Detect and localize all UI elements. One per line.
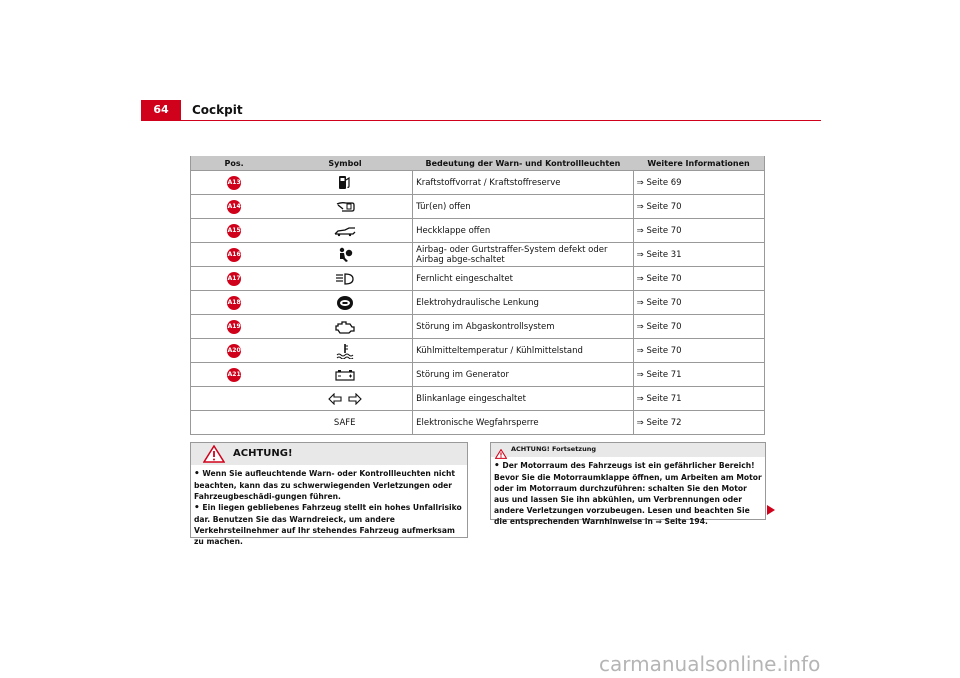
turn-signal-icon (328, 394, 362, 404)
engine-icon (334, 322, 356, 332)
fuel-pump-icon (338, 178, 352, 188)
table-row (191, 219, 765, 243)
table-row (191, 243, 765, 267)
table-row (191, 387, 765, 411)
column-header-pos: Pos. (191, 156, 278, 171)
page-reference-link[interactable]: ⇒ Seite 71 (633, 363, 764, 387)
lamp-meaning: Kühlmitteltemperatur / Kühlmittelstand (413, 339, 634, 363)
page-reference-link[interactable]: ⇒ Seite 31 (633, 243, 764, 267)
warning-lamps-table (190, 156, 765, 435)
position-badge: A16 (227, 248, 241, 262)
lamp-meaning: Tür(en) offen (413, 195, 634, 219)
page-reference-link[interactable]: ⇒ Seite 71 (633, 387, 764, 411)
table-row (191, 315, 765, 339)
page-reference-link[interactable]: ⇒ Seite 70 (633, 339, 764, 363)
lamp-meaning: Störung im Abgaskontrollsystem (413, 315, 634, 339)
warning-body (491, 457, 765, 530)
page-reference-link[interactable]: ⇒ Seite 70 (633, 315, 764, 339)
table-row (191, 195, 765, 219)
warning-item: • Wenn Sie aufleuchtende Warn- oder Kontrollleuchten nicht beachten, kann das zu schwerwiegenden Verletzungen oder Fahrzeugbeschädi-gungen führen. (194, 469, 456, 501)
door-open-icon (334, 202, 356, 212)
high-beam-icon (335, 274, 355, 284)
lamp-meaning: Airbag- oder Gurtstraffer-System defekt oder Airbag abge-schaltet (413, 243, 634, 267)
safe-symbol-text: SAFE (333, 417, 356, 428)
position-badge: A15 (227, 224, 241, 238)
table-row (191, 291, 765, 315)
warning-title: ACHTUNG! (233, 448, 293, 459)
battery-icon (335, 370, 355, 380)
page-reference-link[interactable]: ⇒ Seite 70 (633, 291, 764, 315)
warning-body (191, 465, 467, 550)
table-row (191, 363, 765, 387)
page-reference-link[interactable]: ⇒ Seite 72 (633, 411, 764, 435)
warning-item: • Ein liegen gebliebenes Fahrzeug stellt ein hohes Unfallrisiko dar. Benutzen Sie das Warndreieck, um andere Verkehrsteilnehmer auf Ihr stehendes Fahrzeug aufmerksam zu machen. (194, 503, 462, 546)
position-badge: A18 (227, 296, 241, 310)
table-row (191, 171, 765, 195)
page-reference-link[interactable]: ⇒ Seite 69 (633, 171, 764, 195)
warning-item: • Der Motorraum des Fahrzeugs ist ein gefährlicher Bereich! Bevor Sie die Motorraumklappe öffnen, um Arbeiten am Motor oder im Motorraum durchzuführen: schalten Sie den Motor aus und lassen Sie ihn abkühlen, um Verbrennungen oder andere Verletzungen vorzubeugen. Lesen und beachten Sie die entsprechenden Warnhinweise in ⇒ Seite 194. (494, 461, 762, 526)
watermark: carmanualsonline.info (599, 652, 821, 676)
warning-continued-box (490, 442, 766, 526)
column-header-info: Weitere Informationen (633, 156, 764, 171)
steering-icon (336, 298, 354, 308)
warning-title: ACHTUNG! Fortsetzung (511, 445, 596, 453)
table-row (191, 267, 765, 291)
continue-arrow-icon (767, 505, 775, 515)
warning-triangle-icon (203, 445, 225, 467)
position-empty (191, 411, 278, 435)
page-reference-link[interactable]: ⇒ Seite 70 (633, 267, 764, 291)
lamp-meaning: Störung im Generator (413, 363, 634, 387)
position-badge: A21 (227, 368, 241, 382)
column-header-symbol: Symbol (277, 156, 412, 171)
position-badge: A17 (227, 272, 241, 286)
lamp-meaning: Heckklappe offen (413, 219, 634, 243)
lamp-meaning: Blinkanlage eingeschaltet (413, 387, 634, 411)
position-empty (191, 387, 278, 411)
table-row (191, 411, 765, 435)
warning-box (190, 442, 468, 546)
tailgate-open-icon (333, 226, 357, 236)
page-number: 64 (141, 100, 181, 120)
title-rule (141, 120, 821, 121)
lamp-meaning: Fernlicht eingeschaltet (413, 267, 634, 291)
lamp-meaning: Kraftstoffvorrat / Kraftstoffreserve (413, 171, 634, 195)
position-badge: A14 (227, 200, 241, 214)
position-badge: A19 (227, 320, 241, 334)
table-header-row (191, 156, 765, 171)
table-row (191, 339, 765, 363)
warning-header (191, 443, 467, 465)
column-header-meaning: Bedeutung der Warn- und Kontrollleuchten (413, 156, 634, 171)
lamp-meaning: Elektronische Wegfahrsperre (413, 411, 634, 435)
warning-triangle-icon (495, 444, 507, 463)
airbag-icon (336, 250, 354, 260)
coolant-temperature-icon (336, 346, 354, 356)
page-reference-link[interactable]: ⇒ Seite 70 (633, 219, 764, 243)
warning-header (491, 443, 765, 457)
page-title: Cockpit (192, 103, 243, 117)
page-reference-link[interactable]: ⇒ Seite 70 (633, 195, 764, 219)
position-badge: A13 (227, 176, 241, 190)
lamp-meaning: Elektrohydraulische Lenkung (413, 291, 634, 315)
position-badge: A20 (227, 344, 241, 358)
